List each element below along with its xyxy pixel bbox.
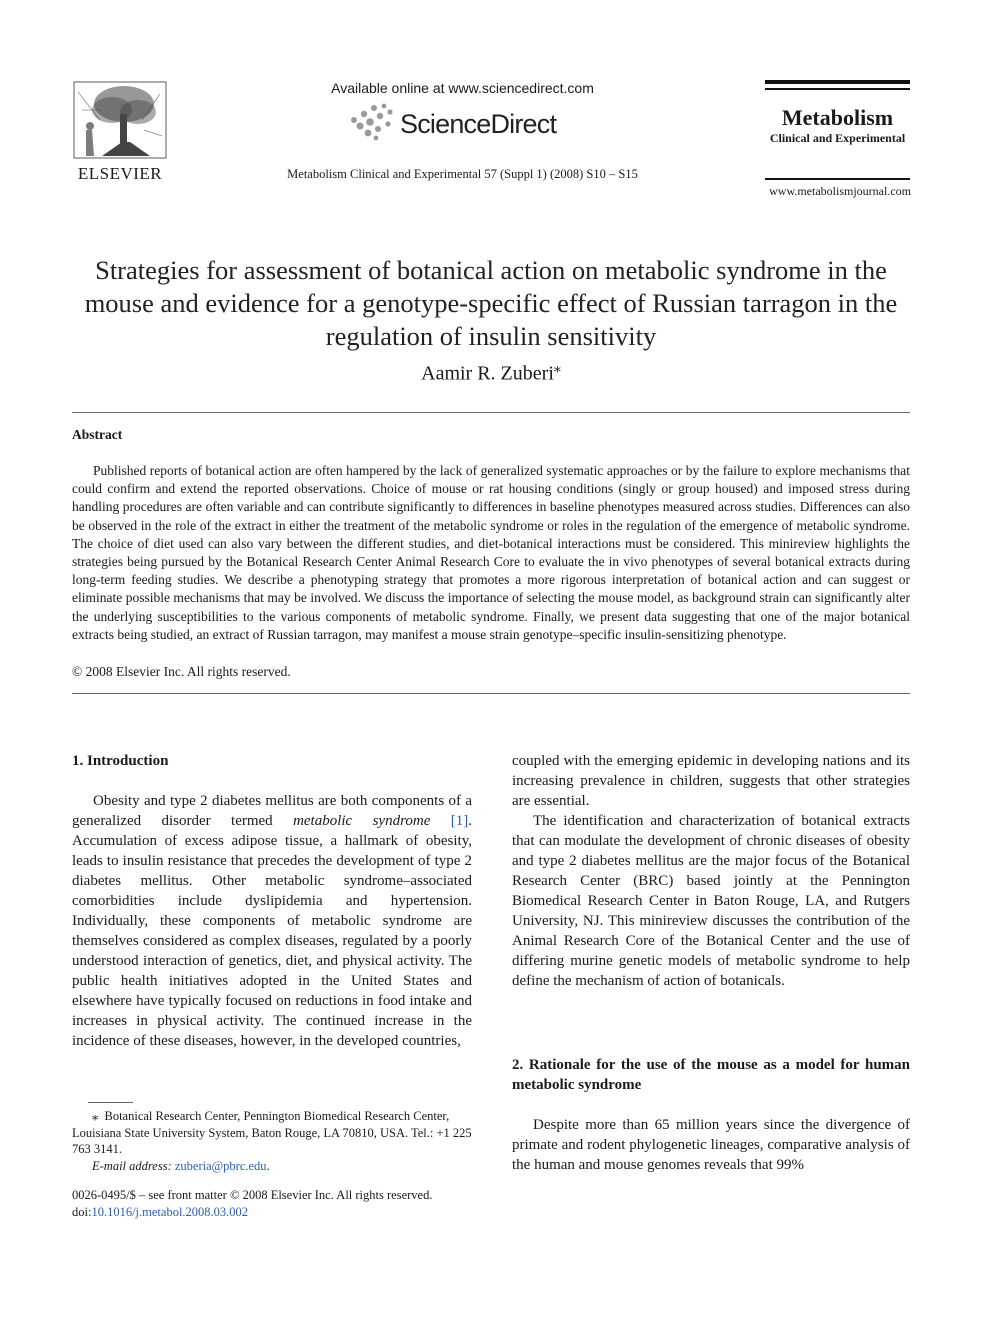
footnote-rule (88, 1102, 133, 1103)
section-heading-rationale: 2. Rationale for the use of the mouse as a model for human metabolic syndrome (512, 1057, 910, 1093)
left-column (72, 791, 472, 1051)
footnote-affiliation (72, 1108, 474, 1158)
paragraph-text: Obesity and type 2 diabetes mellitus are both components of a generalized disorder termed (72, 793, 472, 829)
publisher-name: ELSEVIER (77, 164, 163, 183)
author-line (70, 360, 912, 386)
doi-line (72, 1204, 492, 1221)
footnote-mark: ⁎ (92, 1109, 99, 1123)
paragraph: Despite more than 65 million years since the divergence of primate and rodent phylogenetic lineages, comparative analysis of the human and mouse genomes reveals that 99% (512, 1117, 910, 1173)
footnote-email: E-mail address: zuberia@pbrc.edu. (92, 1158, 270, 1173)
journal-rule (765, 178, 910, 180)
abstract-heading: Abstract (72, 427, 123, 442)
doi-link[interactable]: 10.1016/j.metabol.2008.03.002 (91, 1204, 249, 1219)
article-title: Strategies for assessment of botanical action on metabolic syndrome in the mouse and evidence for a genotype-specific effect of Russian tarragon in the regulation of insulin sensitivity (84, 255, 898, 351)
sciencedirect-wordmark[interactable]: ScienceDirect (400, 109, 557, 139)
paragraph-text: . Accumulation of excess adipose tissue, a hallmark of obesity, leads to insulin resistance that precedes the development of type 2 diabetes mellitus. Other metabolic syndrome–associated comorbidities include dyslipidemia and hypertension. Individually, these components of metabolic syndrome are themselves considered as complex diseases, regulated by a poorly understood interaction of genetics, diet, and physical activity. The public health initiatives adopted in the United States and elsewhere have typically focused on reductions in food intake and increases in physical activity. The continued increase in the incidence of these diseases, however, in the developed countries, (72, 813, 473, 1049)
divider (72, 412, 910, 413)
abstract-copyright: © 2008 Elsevier Inc. All rights reserved. (72, 664, 291, 679)
right-column-section2 (512, 1115, 910, 1175)
paragraph: coupled with the emerging epidemic in developing nations and its increasing prevalence in children, suggests that other strategies are essential. (512, 753, 910, 809)
front-matter-text: 0026-0495/$ – see front matter © 2008 Elsevier Inc. All rights reserved. (72, 1188, 433, 1202)
email-link[interactable]: zuberia@pbrc.edu (174, 1158, 267, 1173)
author-footnote-mark[interactable]: ⁎ (553, 361, 561, 376)
footnote-affiliation-text: Botanical Research Center, Pennington Biomedical Research Center, Louisiana State University System, Baton Rouge, LA 70810, USA. Tel.: +1 225 763 3141. (72, 1109, 472, 1156)
right-column (512, 751, 910, 991)
email-label: E-mail address: (92, 1158, 172, 1173)
abstract-body: Published reports of botanical action are often hampered by the lack of generalized systematic approaches or by the failure to explore mechanisms that could confirm and extend the reported observations. Choice of mouse or rat housing conditions (singly or group housed) and imposed stress during handling procedures are often variable and can contribute significantly to differences in baseline phenotypes measured across studies. Differences can also be observed in the role of the extract in either the treatment of the metabolic syndrome or roles in the regulation of the emergence of metabolic syndrome. The choice of diet used can also vary between the different studies, and diet-botanical interactions must be considered. This minireview highlights the strategies being pursued by the Botanical Research Center Animal Research Core to evaluate the in vivo phenotypes of several botanical extracts during long-term feeding studies. We describe a phenotyping strategy that promotes a more rigorous interpretation of botanical action and can suggest or eliminate possible mechanisms that may be involved. We discuss the importance of selecting the mouse model, as background strain can significantly alter the underlying susceptibilities to the various components of metabolic syndrome. Finally, we present data suggesting that one of the major botanical extracts being studied, an extract of Russian tarragon, may manifest a mouse strain genotype–specific insulin-sensitizing phenotype. (72, 463, 910, 642)
divider (72, 693, 910, 694)
author-footnote (72, 1108, 474, 1174)
author-name: Aamir R. Zuberi (421, 362, 554, 385)
journal-citation: Metabolism Clinical and Experimental 57 (Suppl 1) (2008) S10 – S15 (287, 167, 638, 181)
available-online-text[interactable]: Available online at www.sciencedirect.com (331, 80, 594, 96)
section-heading-introduction: 1. Introduction (72, 753, 169, 769)
front-matter (72, 1187, 492, 1220)
paragraph (72, 791, 472, 1051)
journal-subtitle: Clinical and Experimental (769, 131, 906, 145)
paragraph: The identification and characterization of botanical extracts that can modulate the development of chronic diseases of obesity and type 2 diabetes mellitus are the major focus of the Botanical Research Center (BRC) based jointly at the Pennington Biomedical Research Center in Baton Rouge, LA, and Rutgers University, NJ. This minireview discusses the contribution of the Animal Research Core of the Botanical Center and the use of differing murine genetic models of metabolic syndrome to help define the mechanism of action of botanicals. (512, 813, 910, 989)
term-metabolic-syndrome: metabolic syndrome (293, 813, 431, 829)
reference-link[interactable]: [1] (450, 813, 469, 829)
journal-url[interactable]: www.metabolismjournal.com (769, 184, 911, 198)
sciencedirect-dots-logo (346, 102, 406, 142)
journal-rule (765, 80, 910, 84)
journal-title: Metabolism (781, 105, 894, 130)
doi-label: doi: (72, 1204, 92, 1219)
journal-rule (765, 88, 910, 90)
